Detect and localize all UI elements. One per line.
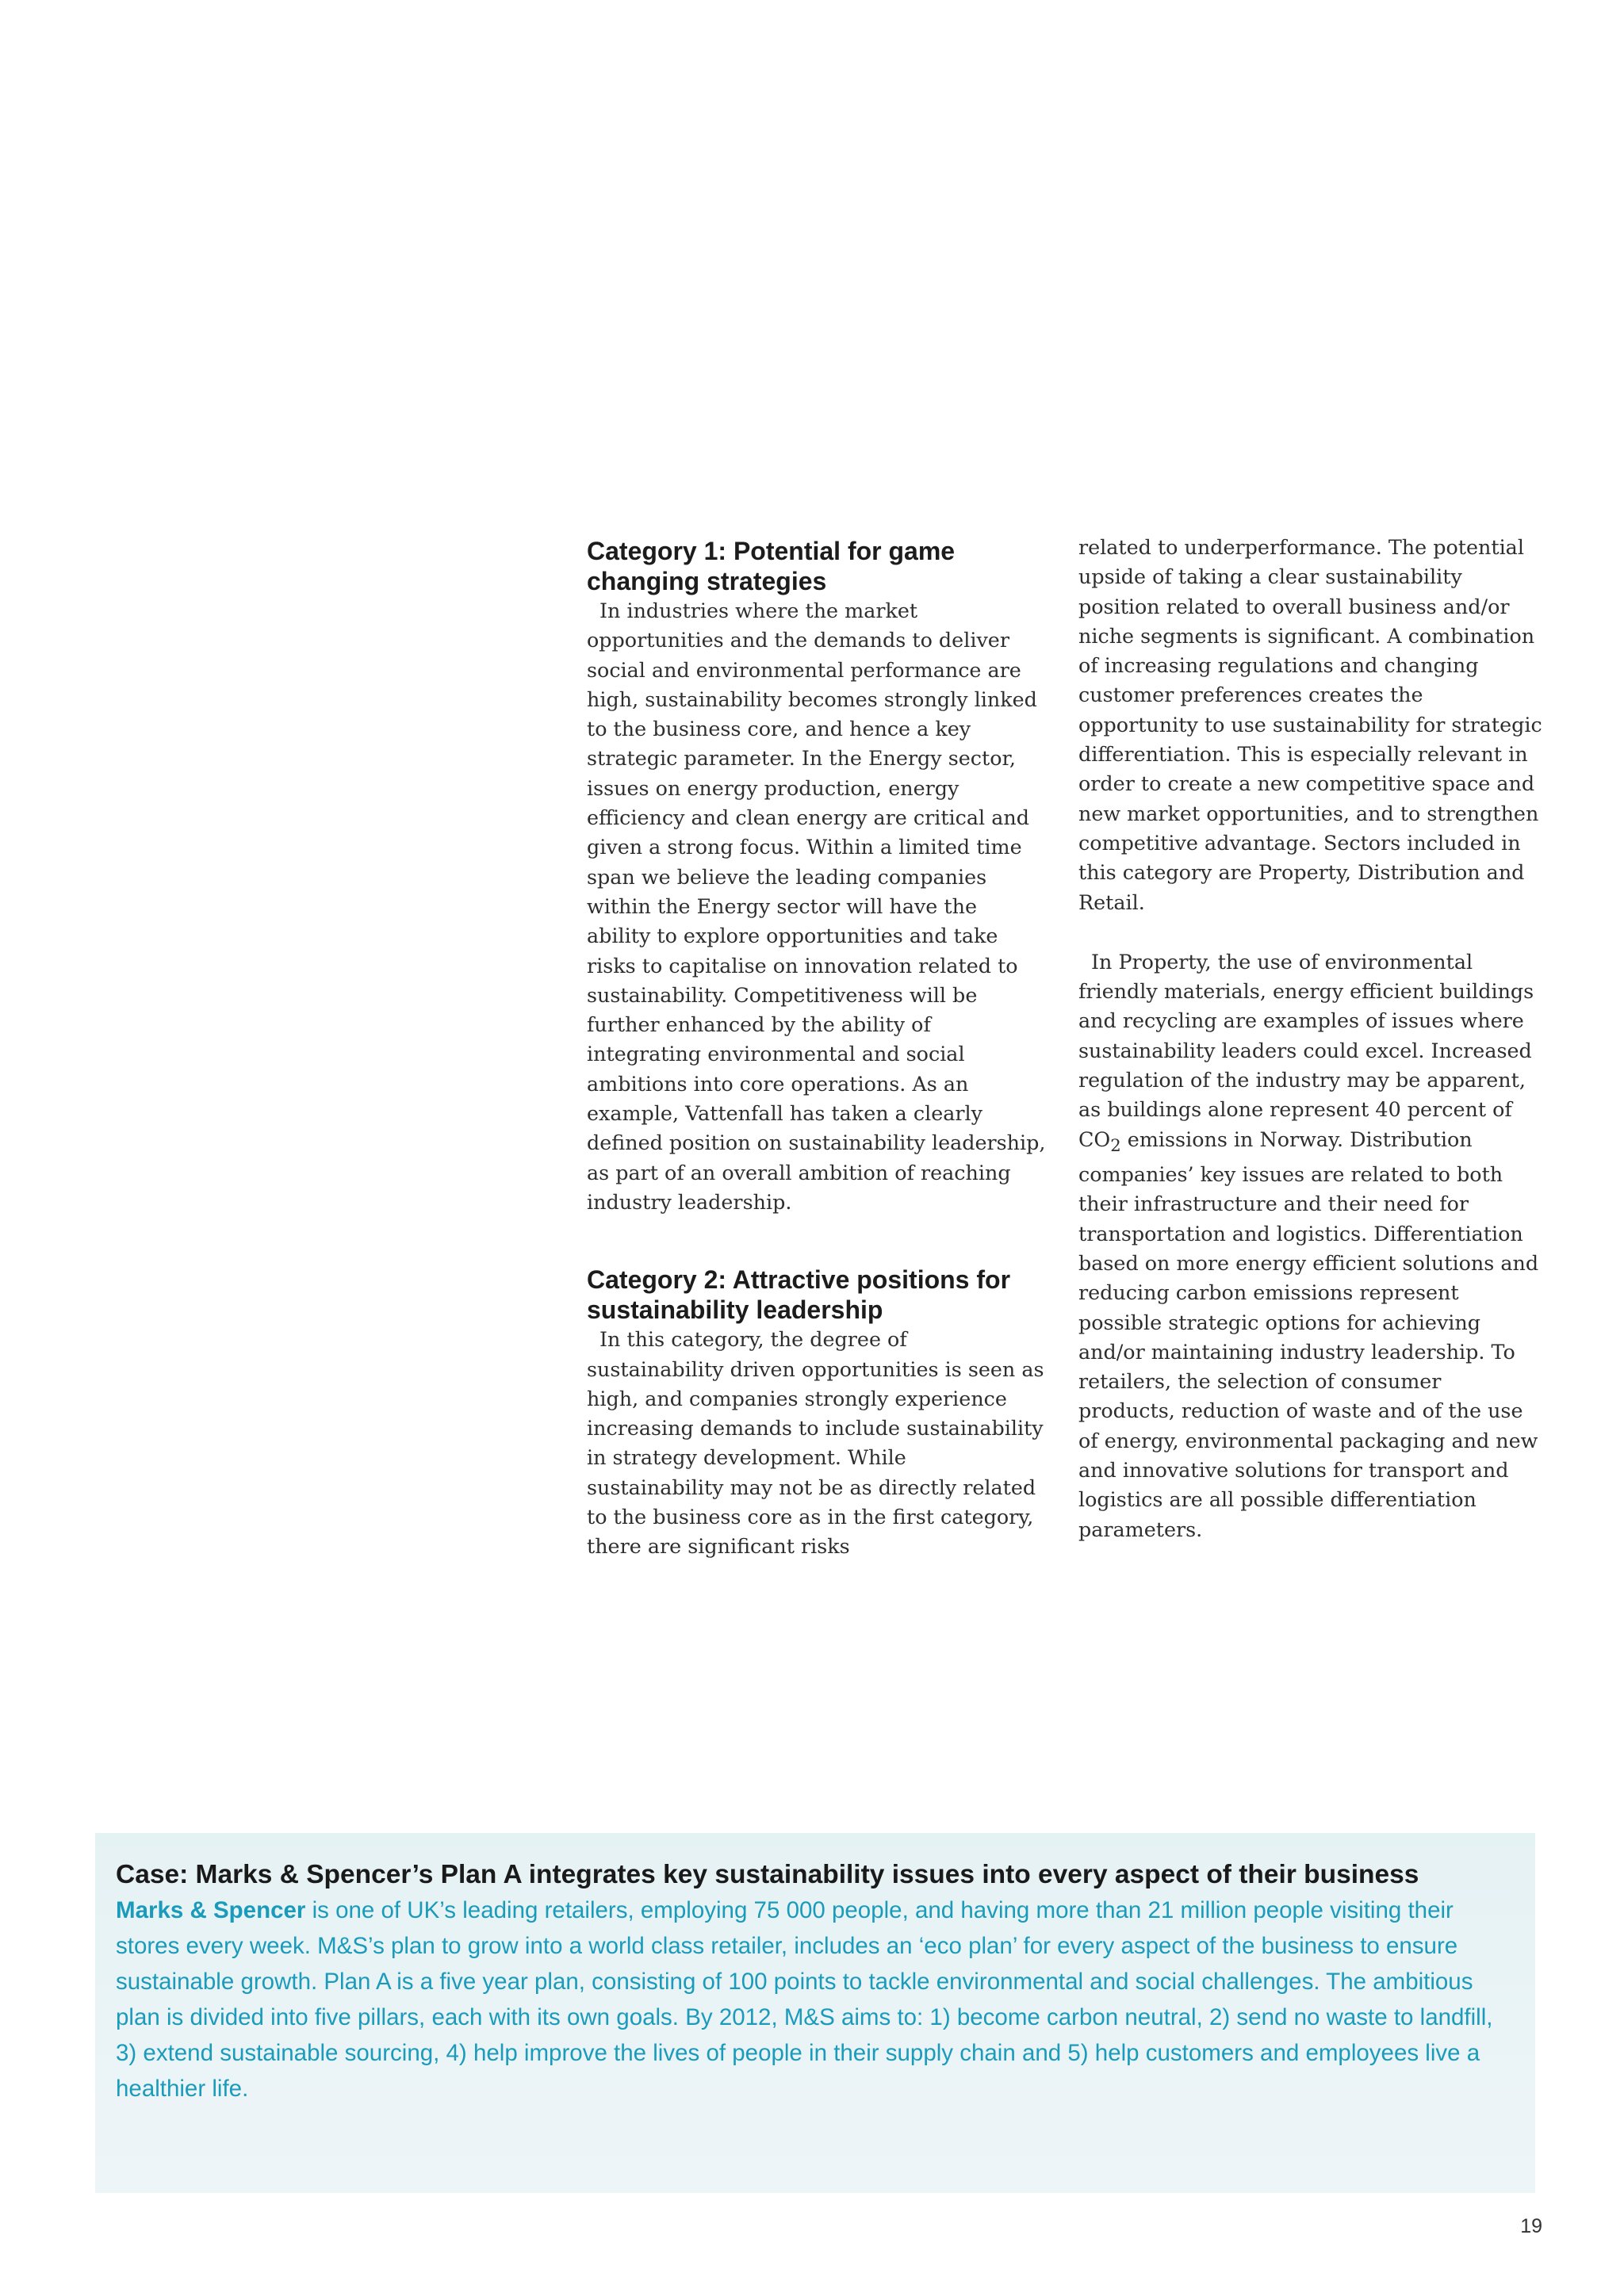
category-2-heading: Category 2: Attractive positions for sustainability leadership bbox=[587, 1265, 1011, 1325]
right-paragraph-2-part-2: emissions in Norway. Distribution companies’ key issues are related to both their infrastructure and their need for transportation and logistics. Differentiation based on more energy efficient solutions and reducing carbon emissions represent possible strategic options for achieving and/or maintaining industry leadership. To retailers, the selection of consumer products, reduction of waste and of the use of energy, environmental packaging and new and innovative solutions for transport and logistics are all possible differentiation parameters. bbox=[1078, 1127, 1539, 1541]
co2-subscript: 2 bbox=[1110, 1135, 1121, 1155]
case-lead: Marks & Spencer bbox=[116, 1897, 306, 1923]
right-paragraph-2 bbox=[1078, 947, 1542, 1544]
page-number: 19 bbox=[1520, 2215, 1542, 2237]
category-2-body: In this category, the degree of sustainability driven opportunities is seen as high, and companies strongly experience increasing demands to include sustainability in strategy development. While sustainability may not be as directly related to the business core as in the first category, there are significant risks bbox=[587, 1327, 1044, 1559]
case-study-box bbox=[95, 1833, 1535, 2193]
case-title: Case: Marks & Spencer’s Plan A integrates key sustainability issues into every aspect of their business bbox=[116, 1860, 1419, 1889]
case-body-text: is one of UK’s leading retailers, employing 75 000 people, and having more than 21 million people visiting their stores every week. M&S’s plan to grow into a world class retailer, includes an ‘eco plan’ for every aspect of the business to ensure sustainable growth. Plan A is a five year plan, consisting of 100 points to tackle environmental and social challenges. The ambitious plan is divided into five pillars, each with its own goals. By 2012, M&S aims to: 1) become carbon neutral, 2) send no waste to landfill, 3) extend sustainable sourcing, 4) help improve the lives of people in their supply chain and 5) help customers and employees live a healthier life. bbox=[116, 1897, 1493, 2102]
category-1-heading: Category 1: Potential for game changing strategies bbox=[587, 537, 956, 595]
case-body bbox=[116, 1892, 1515, 2107]
right-paragraph-1: related to underperformance. The potential upside of taking a clear sustainability position related to overall business and/or niche segments is significant. A combination of increasing regulations and changing customer preferences creates the opportunity to use sustainability for strategic differentiation. This is especially relevant in order to create a new competitive space and new market opportunities, and to strengthen competitive advantage. Sectors included in this category are Property, Distribution and Retail. bbox=[1078, 535, 1542, 914]
right-column bbox=[1078, 533, 1542, 1544]
right-paragraph-2-part-1: In Property, the use of environmental friendly materials, energy efficient buildings and recycling are examples of issues where sustainability leaders could excel. Increased regulation of the industry may be apparent, as buildings alone represent 40 percent of CO bbox=[1078, 949, 1534, 1151]
category-1-body: In industries where the market opportunities and the demands to deliver social and environmental performance are high, sustainability becomes strongly linked to the business core, and hence a key strategic parameter. In the Energy sector, issues on energy production, energy efficiency and clean energy are critical and given a strong focus. Within a limited time span we believe the leading companies within the Energy sector will have the ability to explore opportunities and take risks to capitalise on innovation related to sustainability. Competitiveness will be further enhanced by the ability of integrating environmental and social ambitions into core operations. As an example, Vattenfall has taken a clearly defined position on sustainability leadership, as part of an overall ambition of reaching industry leadership. bbox=[587, 599, 1046, 1214]
left-column bbox=[587, 533, 1047, 1562]
